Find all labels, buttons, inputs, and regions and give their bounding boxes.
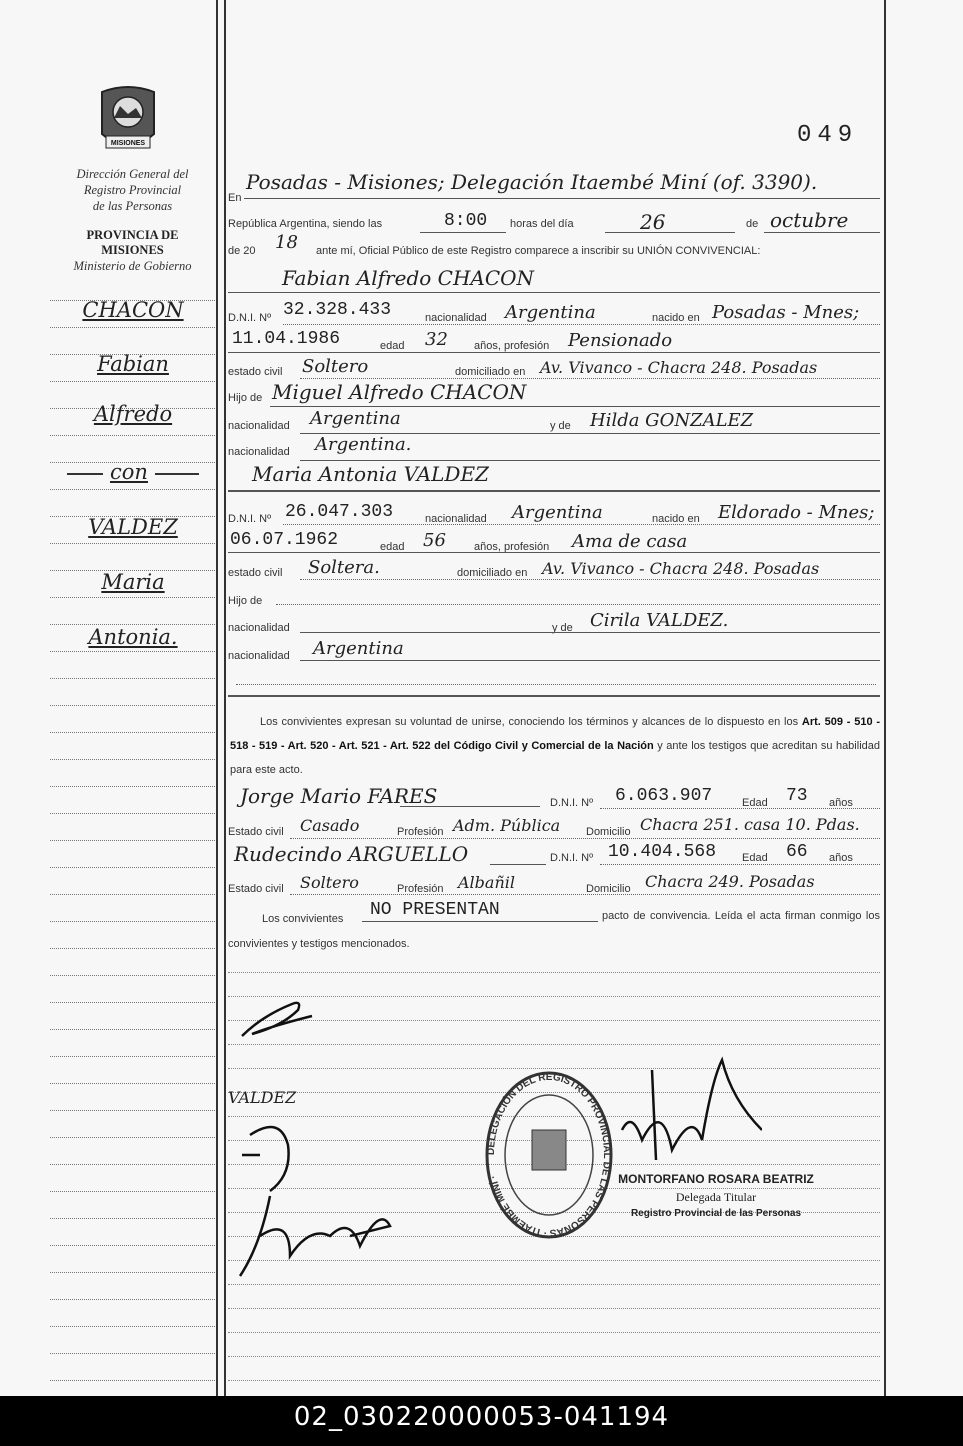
- en-label: En: [228, 192, 242, 204]
- hour-value: 8:00: [444, 211, 488, 231]
- signature-official: [612, 1040, 762, 1180]
- legal-start: Los convivientes expresan su voluntad de unirse, conociendo los términos y alcances de lo dispuesto en los: [260, 716, 799, 728]
- margin-ruled-line: [50, 678, 215, 679]
- t2-edad-value: 66: [786, 842, 808, 862]
- t2-dni-value: 10.404.568: [608, 842, 717, 862]
- signature-ruled-line: [228, 1356, 880, 1357]
- margin-name-6: Maria: [101, 570, 165, 594]
- place-value: Posadas - Misiones; Delegación Itaembé Miní (of. 3390).: [246, 170, 818, 194]
- pacto-value: NO PRESENTAN: [370, 900, 500, 920]
- header-line-3: de las Personas: [92, 199, 173, 213]
- conviviente1-name-line: [228, 292, 880, 293]
- c1-mother-nac-line: [300, 460, 880, 461]
- t2-dni-label: D.N.I. Nº: [550, 852, 594, 864]
- c2-domicilio-value: Av. Vivanco - Chacra 248. Posadas: [542, 559, 820, 578]
- header-line-6: Ministerio de Gobierno: [73, 259, 192, 273]
- month-value: octubre: [770, 208, 849, 232]
- conviviente1-name: Fabian Alfredo CHACON: [282, 266, 535, 290]
- official-signature-block: [616, 1172, 816, 1219]
- c1-dni-label: D.N.I. Nº: [228, 312, 272, 324]
- margin-ruled-line: [50, 840, 215, 841]
- c1-edad-value: 32: [425, 329, 448, 350]
- header-province: [50, 228, 215, 274]
- t1-anos-label: años: [829, 797, 853, 809]
- margin-ruled-line: [50, 1191, 215, 1192]
- legal-articles: Art. 509 - 510 - 518 - 519 - Art. 520 - Art. 521 - Art. 522 del Código Civil y Comercial de la Nación: [230, 716, 881, 752]
- margin-ruled-line: [50, 1056, 215, 1057]
- margin-ruled-line: [50, 759, 215, 760]
- margin-ruled-line: [50, 1110, 215, 1111]
- official-title: Delegada Titular: [675, 1190, 757, 1204]
- year-suffix: 18: [275, 232, 298, 253]
- c2-hijo-label: Hijo de: [228, 595, 263, 607]
- c2-mother-nac: Argentina: [313, 638, 404, 659]
- year-prefix: de 20: [228, 245, 256, 257]
- footer-barcode-text: 02_030220000053-041194: [0, 1396, 963, 1446]
- c2-estado-value: Soltera.: [308, 557, 380, 578]
- margin-ruled-line: [50, 597, 215, 598]
- horas-label: horas del día: [510, 218, 574, 230]
- c1-nacido-value: Posadas - Mnes;: [712, 302, 860, 323]
- comparece-text: ante mí, Oficial Público de este Registro comparece a inscribir su UNIÓN CONVIVENCIAL:: [316, 245, 761, 257]
- margin-name-1: CHACON: [82, 298, 184, 322]
- margin-ruled-line: [50, 732, 215, 733]
- c1-edad-line: [228, 352, 880, 353]
- margin-ruled-line: [50, 1083, 215, 1084]
- margin-name-2: Fabian: [97, 352, 169, 376]
- t1-dni-line: [600, 808, 880, 809]
- t1-name-line: [400, 806, 540, 807]
- section-separator: [228, 695, 880, 697]
- province-seal-logo: [96, 84, 160, 160]
- c1-edad-label: edad: [380, 340, 405, 352]
- c1-estado-value: Soltero: [302, 356, 369, 377]
- margin-ruled-line: [50, 1002, 215, 1003]
- left-column-border: [216, 0, 218, 1396]
- c2-dni-line: [283, 524, 880, 525]
- margin-ruled-line: [50, 1380, 215, 1381]
- signature-witness-2: [230, 1186, 400, 1286]
- c1-y-de-label: y de: [550, 420, 571, 432]
- legal-paragraph: [230, 710, 880, 782]
- margin-ruled-line: [50, 867, 215, 868]
- margin-ruled-line: [50, 1272, 215, 1273]
- signature-chacon: [232, 996, 322, 1046]
- c2-edad-line: [228, 552, 880, 553]
- c1-estado-line: [300, 378, 880, 379]
- right-border: [884, 0, 886, 1396]
- c2-y-de-label: y de: [552, 622, 573, 634]
- c2-estado-label: estado civil: [228, 567, 283, 579]
- header-line-5: MISIONES: [101, 243, 164, 257]
- margin-ruled-line: [50, 651, 215, 652]
- t1-profesion-value: Adm. Pública: [453, 816, 561, 835]
- margin-ruled-line: [50, 1164, 215, 1165]
- place-line: [244, 198, 880, 199]
- c2-nac-label: nacionalidad: [425, 513, 487, 525]
- header-line-4: PROVINCIA DE: [86, 228, 179, 242]
- conviviente2-name: Maria Antonia VALDEZ: [252, 462, 489, 486]
- c2-profesion-label: años, profesión: [474, 541, 550, 553]
- header-line-1: Dirección General del: [76, 167, 189, 181]
- margin-ruled-line: [50, 813, 215, 814]
- c1-father-nac: Argentina: [310, 408, 401, 429]
- t2-estado-label: Estado civil: [228, 883, 284, 895]
- margin-name-3: Alfredo: [93, 402, 173, 426]
- margin-ruled-line: [50, 786, 215, 787]
- c2-birth-date: 06.07.1962: [230, 530, 339, 550]
- c2-hijo-line: [276, 604, 880, 605]
- official-org: Registro Provincial de las Personas: [630, 1208, 802, 1219]
- t2-edad-label: Edad: [742, 852, 768, 864]
- margin-ruled-line: [50, 1353, 215, 1354]
- t1-edad-value: 73: [786, 786, 808, 806]
- margin-ruled-line: [50, 1299, 215, 1300]
- c1-profesion-value: Pensionado: [568, 330, 673, 351]
- margin-ruled-line: [50, 921, 215, 922]
- margin-name-7: Antonia.: [88, 625, 178, 649]
- t1-profesion-label: Profesión: [397, 826, 444, 838]
- registry-stamp: [484, 1070, 614, 1240]
- c1-father-nac-label: nacionalidad: [228, 420, 290, 432]
- c1-mother-nac-label: nacionalidad: [228, 446, 290, 458]
- c2-nac-value: Argentina: [512, 502, 603, 523]
- margin-ruled-line: [50, 1029, 215, 1030]
- t2-dni-line: [600, 864, 880, 865]
- logo-text: MISIONES: [110, 140, 146, 147]
- c1-hijo-label: Hijo de: [228, 392, 263, 404]
- margin-ruled-line: [50, 1137, 215, 1138]
- signature-ruled-line: [228, 1332, 880, 1333]
- margin-ruled-line: [50, 948, 215, 949]
- c2-mother-nac-label: nacionalidad: [228, 650, 290, 662]
- c1-nac-label: nacionalidad: [425, 312, 487, 324]
- official-name: MONTORFANO ROSARA BEATRIZ: [618, 1172, 814, 1186]
- c2-dni-label: D.N.I. Nº: [228, 513, 272, 525]
- day-line: [605, 232, 735, 233]
- c2-father-nac-label: nacionalidad: [228, 622, 290, 634]
- margin-ruled-line: [50, 327, 215, 328]
- day-value: 26: [640, 210, 666, 234]
- c1-hijo-line: [270, 406, 880, 407]
- t2-name-line: [490, 864, 546, 865]
- margin-ruled-line: [50, 705, 215, 706]
- c1-birth-date: 11.04.1986: [232, 329, 341, 349]
- c1-domicilio-label: domiciliado en: [455, 366, 526, 378]
- t2-domicilio-value: Chacra 249. Posadas: [645, 872, 815, 891]
- hour-line: [420, 232, 506, 233]
- c2-edad-value: 56: [423, 530, 446, 551]
- pacto-label-start: Los convivientes: [262, 913, 344, 925]
- pacto-text: pacto de convivencia. Leída el acta firman conmigo los convivientes y testigos mencionados.: [228, 910, 880, 950]
- signature-ruled-line: [228, 1068, 880, 1069]
- c2-nac-line: [300, 632, 880, 633]
- margin-name-4: con: [58, 460, 208, 484]
- republica-label: República Argentina, siendo las: [228, 218, 383, 230]
- c1-nac-value: Argentina: [505, 302, 596, 323]
- margin-ruled-line: [50, 1326, 215, 1327]
- t1-domicilio-label: Domicilio: [586, 826, 631, 838]
- t1-edad-label: Edad: [742, 797, 768, 809]
- c1-dni-line: [283, 324, 880, 325]
- t2-estado-line: [290, 894, 880, 895]
- signature-ruled-line: [228, 1044, 880, 1045]
- c1-nacido-label: nacido en: [652, 312, 700, 324]
- c2-dni-value: 26.047.303: [285, 502, 394, 522]
- margin-ruled-line: [50, 381, 215, 382]
- margin-ruled-line: [50, 489, 215, 490]
- signature-ruled-line: [228, 1308, 880, 1309]
- signature-witness-1: [230, 1115, 310, 1195]
- main-column-border: [224, 0, 226, 1396]
- t1-domicilio-value: Chacra 251. casa 10. Pdas.: [640, 815, 860, 834]
- margin-ruled-line: [50, 1245, 215, 1246]
- t2-profesion-label: Profesión: [397, 883, 444, 895]
- header-institution: [50, 166, 215, 214]
- margin-ruled-line: [50, 1218, 215, 1219]
- acta-number: 049: [797, 122, 859, 149]
- c2-blank-line: [236, 684, 876, 685]
- c1-profesion-label: años, profesión: [474, 340, 550, 352]
- stamp-text: DELEGACIÓN DEL REGISTRO PROVINCIAL DE LAS PERSONAS · ITAEMBÉ MINÍ ·: [485, 1071, 613, 1239]
- month-line: [764, 232, 880, 233]
- c2-mother-nac-line: [300, 660, 880, 661]
- c1-father: Miguel Alfredo CHACON: [272, 380, 527, 404]
- margin-ruled-line: [50, 543, 215, 544]
- c1-estado-label: estado civil: [228, 366, 283, 378]
- t1-estado-line: [290, 838, 880, 839]
- t1-dni-label: D.N.I. Nº: [550, 797, 594, 809]
- de-label: de: [746, 218, 759, 230]
- t1-name: Jorge Mario FARES: [240, 784, 438, 808]
- signature-ruled-line: [228, 1020, 880, 1021]
- signature-valdez-text: VALDEZ: [228, 1088, 297, 1107]
- c2-nacido-value: Eldorado - Mnes;: [718, 502, 875, 523]
- c1-dni-value: 32.328.433: [283, 300, 392, 320]
- margin-ruled-line: [50, 894, 215, 895]
- c2-edad-label: edad: [380, 541, 405, 553]
- t1-estado-value: Casado: [300, 816, 360, 835]
- c1-mother: Hilda GONZALEZ: [590, 410, 754, 431]
- c2-mother: Cirila VALDEZ.: [590, 610, 729, 631]
- c1-mother-nac: Argentina.: [315, 434, 412, 455]
- c2-nacido-label: nacido en: [652, 513, 700, 525]
- c2-profesion-value: Ama de casa: [572, 531, 688, 552]
- signature-ruled-line: [228, 972, 880, 973]
- t2-profesion-value: Albañil: [458, 873, 515, 892]
- signature-ruled-line: [228, 996, 880, 997]
- signature-ruled-line: [228, 1380, 880, 1381]
- c1-domicilio-value: Av. Vivanco - Chacra 248. Posadas: [540, 358, 818, 377]
- margin-ruled-line: [50, 975, 215, 976]
- header-line-2: Registro Provincial: [83, 183, 182, 197]
- t2-domicilio-label: Domicilio: [586, 883, 631, 895]
- t2-estado-value: Soltero: [300, 873, 359, 892]
- c2-domicilio-label: domiciliado en: [457, 567, 528, 579]
- c2-estado-line: [300, 579, 880, 580]
- t2-name: Rudecindo ARGUELLO: [234, 842, 469, 866]
- margin-ruled-line: [50, 435, 215, 436]
- margin-name-5: VALDEZ: [88, 515, 178, 539]
- legal-end: y ante los testigos que acreditan su habilidad para este acto.: [230, 740, 880, 776]
- t2-anos-label: años: [829, 852, 853, 864]
- conviviente2-name-line: [228, 490, 880, 492]
- t1-estado-label: Estado civil: [228, 826, 284, 838]
- t1-dni-value: 6.063.907: [615, 786, 713, 806]
